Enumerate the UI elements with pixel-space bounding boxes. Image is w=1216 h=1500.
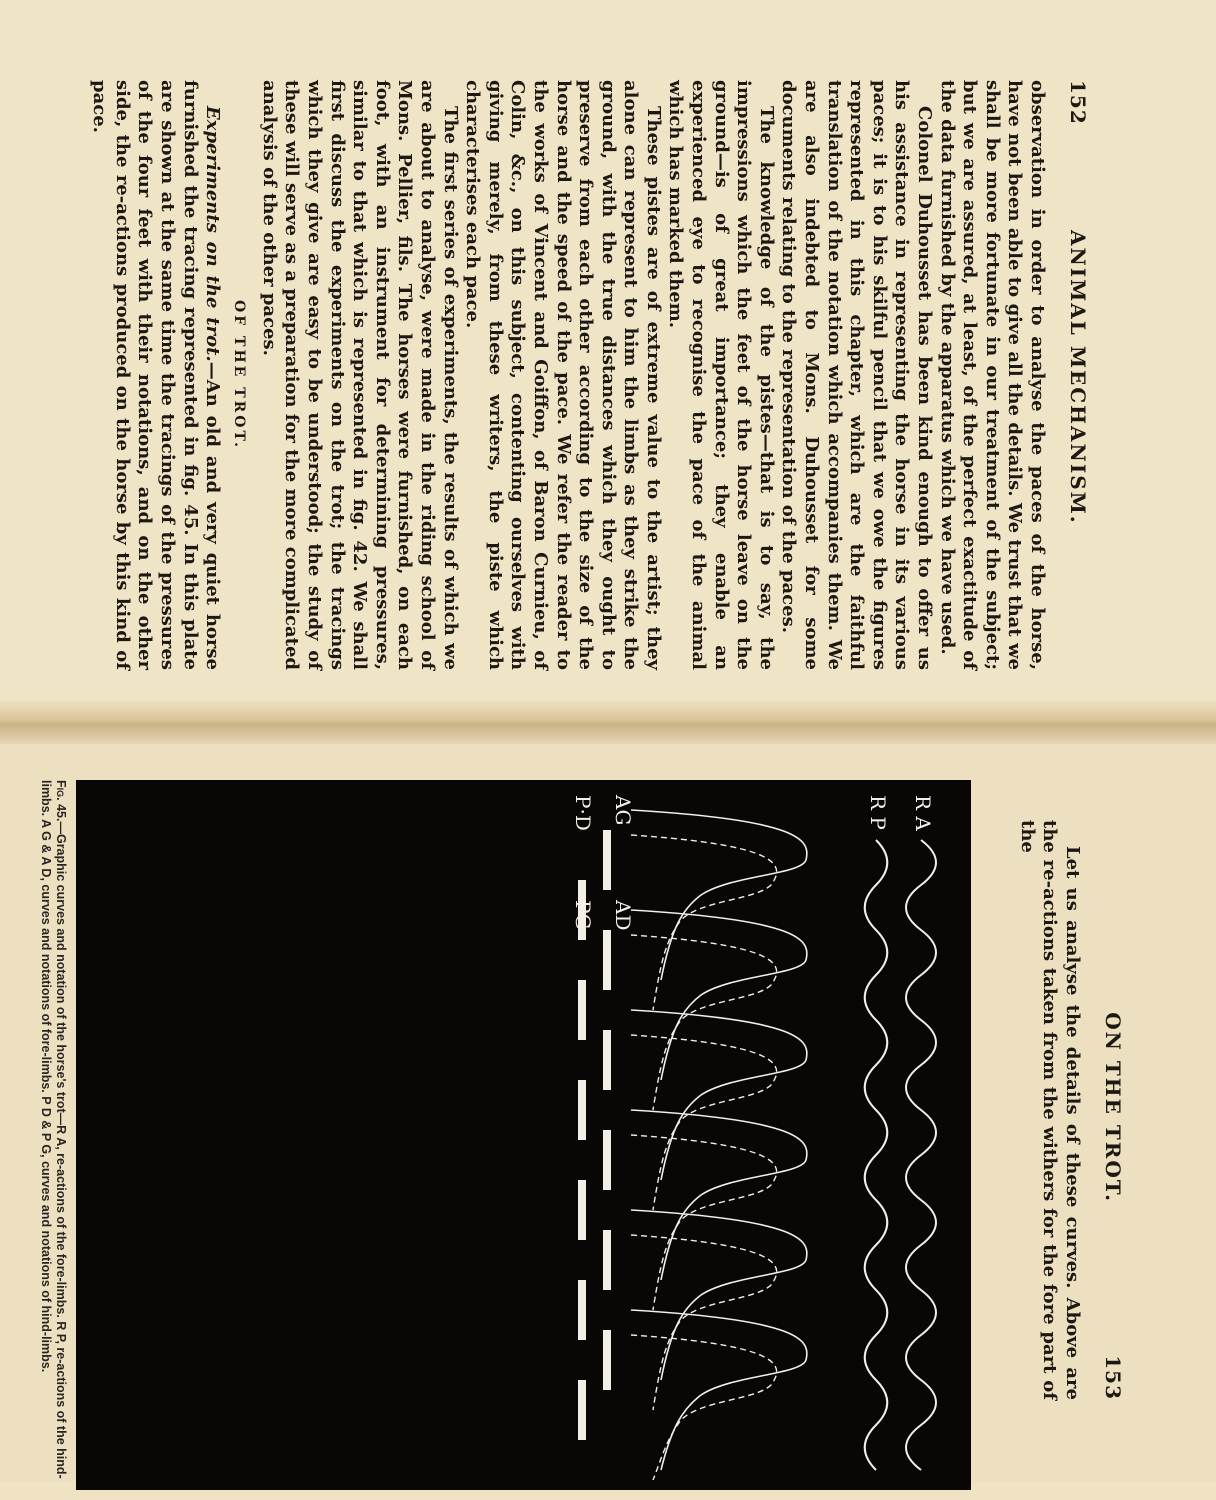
paragraph: observation in order to analyse the paces of the horse, have not been able to give all the details. We trust that we shall be more fortunate in our treatment of the subject; but we are assured, at least, of the perfect exactitude of the data furnished by the apparatus which we have used. [936,80,1048,670]
label-pd: P·D [571,795,596,831]
fore-pressure-curve [631,1110,807,1280]
running-head-title-left: ANIMAL MECHANISM. [1066,230,1090,525]
label-ad: AD [611,900,636,931]
figure-45 [76,780,971,1490]
hind-pressure-curve [631,1135,777,1310]
right-page-content [39,780,1125,1479]
fore-pressure-curve [631,810,807,980]
paragraph: These pistes are of extreme value to the artist; they alone can represent to him the limbs as they strike the ground, with the true distances which they ought to preserve from each other according to the size of the horse and the speed of the pace. We refer the reader to the works of Vincent and Goiffon, of Baron Curnieu, of Colin, &c., on this subject, contenting ourselves with giving merely, from these writers, the piste which characterises each pace. [462,80,664,670]
hind-pressure-curve [631,935,777,1110]
paragraph-lead: Experiments on the trot. [202,106,224,362]
book-gutter [0,700,1216,744]
left-page-content [89,80,1090,670]
figure-caption [38,780,68,1500]
caption-text: —Graphic curves and notation of the horse's trot—R A, re-actions of the fore-limbs. R P, re-actions of the hind-limbs. A G & A D, curves and notations of fore-limbs. P D & P G, curves and notations of hind-limbs. [39,780,69,1479]
hind-pressure-curve [631,835,777,1010]
notation-bar-ad [578,1180,586,1240]
paragraph: The first series of experiments, the results of which we are about to analyse, were made in the riding school of Mons. Pellier, fils. The horses were furnished, on each foot, with an instrument for determining pressures, similar to that which is represented in fig. 42. We shall first discuss the experiments on the trot; the tracings which they give are easy to be understood; the study of these will serve as a preparation for the more complicated analysis of the other paces. [258,80,461,670]
notation-bar-ad [578,1280,586,1340]
paragraph: The knowledge of the pistes—that is to say, the impressions which the feet of the horse leave on the ground—is of great importance; they enable an experienced eye to recognise the pace of the animal which has marked them. [665,80,777,670]
hind-pressure-curve [631,1235,777,1410]
notation-bar-ad [578,1080,586,1140]
label-rp: R P [866,795,891,830]
notation-bar-ag [603,1030,611,1090]
hind-pressure-curve [631,1035,777,1210]
left-running-head [1066,80,1090,670]
fore-pressure-curve [631,1310,807,1470]
fore-pressure-curve [631,1210,807,1380]
section-heading: OF THE TROT. [231,300,248,450]
paragraph-rest: —An old and very quiet horse furnished the tracing represented in fig. 45. In this plate are shown at the same time the tracings of the pressures of the four feet with their notations, and on the other side, the re-actions produced on the horse by this kind of pace. [89,80,224,670]
notation-bar-ag [603,1330,611,1390]
running-head-title-right: ON THE TROT. [1101,1012,1125,1204]
page-number-left: 152 [1066,80,1090,125]
paragraph: Colonel Duhousset has been kind enough to offer us his assistance in representing the horse in its various paces; it is to his skilful pencil that we owe the figures represented in this chapter, which are the faithful translation of the notation which accompanies them. We are also indebted to Mons. Duhousset for some documents relating to the representation of the paces. [778,80,936,670]
notation-bar-ag [603,930,611,990]
label-ag: AG [611,795,636,826]
notation-bar-ag [603,1130,611,1190]
paragraph [88,80,224,670]
trot-curves-svg [76,780,971,1490]
fore-pressure-curve [631,1010,807,1180]
label-ra: R A [911,795,936,831]
fore-pressure-curve [631,910,807,1080]
right-running-head [1101,820,1125,1400]
notation-bar-ag [603,1230,611,1290]
rp-curve [865,840,888,1470]
notation-bar-ag [603,830,611,890]
caption-fig-number: Fig. 45. [54,780,69,822]
ra-curve [906,840,936,1470]
paragraph: Let us analyse the details of these curves. Above are the re-actions taken from the withers for the fore part of the [1016,820,1083,1400]
page-number-right: 153 [1101,1355,1125,1400]
notation-bar-ad [578,980,586,1040]
right-body-text [1015,820,1083,1400]
notation-bar-ad [578,1380,586,1440]
left-body-text [88,80,1048,670]
label-pg: PG [571,900,596,930]
